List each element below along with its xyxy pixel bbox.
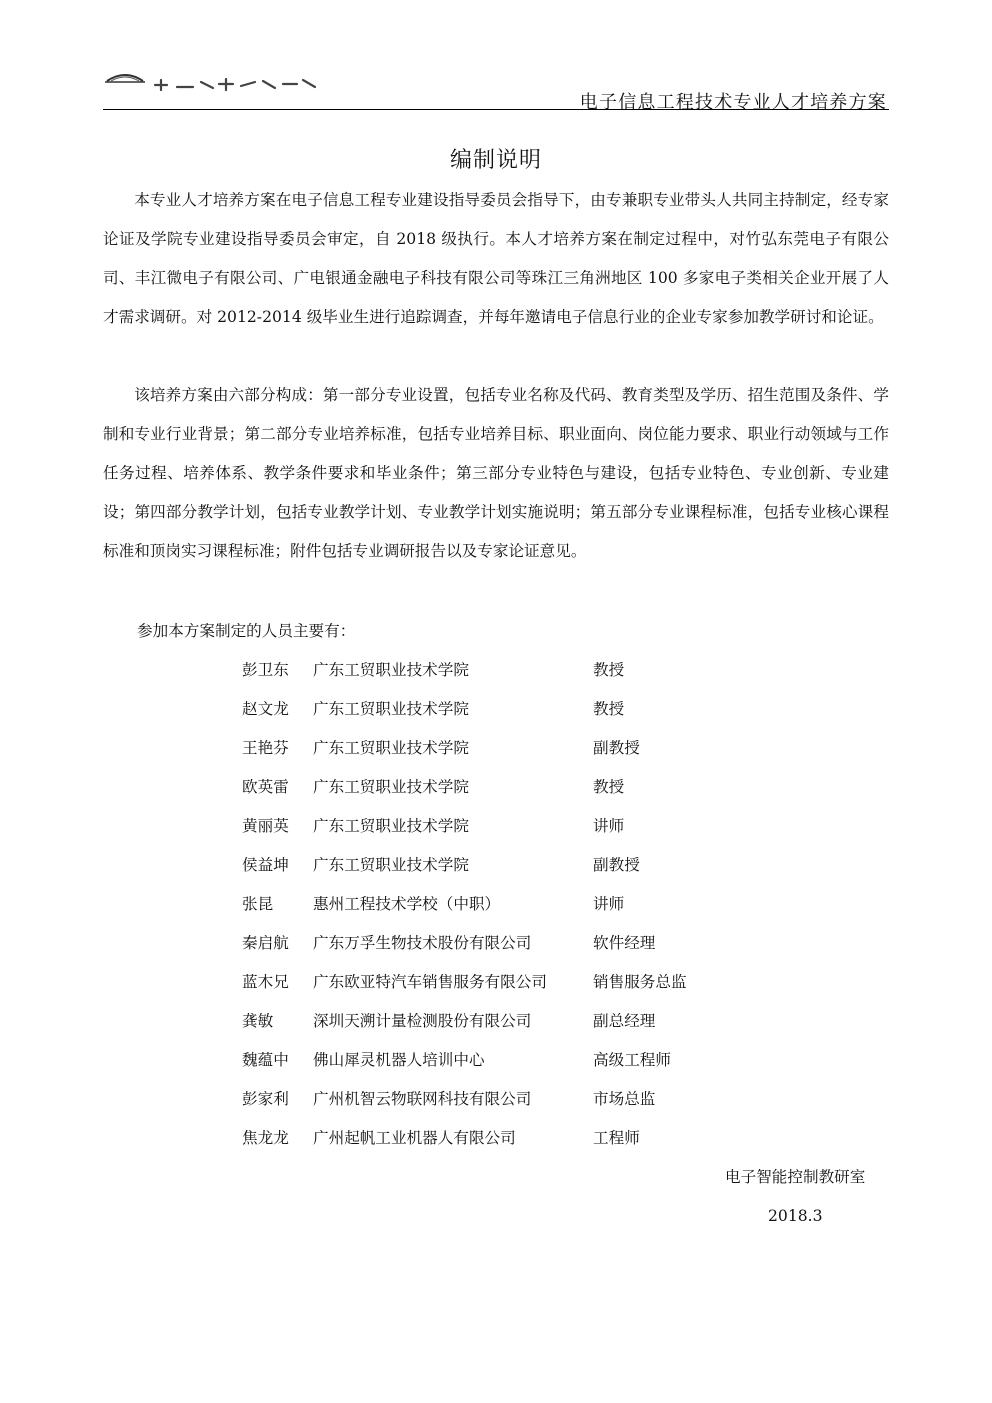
staff-title: 市场总监 [593,1090,656,1108]
staff-name: 王艳芬 [242,739,289,757]
staff-title: 讲师 [593,895,625,913]
staff-title: 高级工程师 [593,1051,671,1069]
staff-organization: 广东工贸职业技术学院 [313,778,469,796]
staff-title: 副教授 [593,739,640,757]
staff-title: 讲师 [593,817,625,835]
staff-name: 彭卫东 [242,661,289,679]
structure-paragraph: 该培养方案由六部分构成：第一部分专业设置，包括专业名称及代码、教育类型及学历、招生范围及条件、学制和专业行业背景；第二部分专业培养标准，包括专业培养目标、职业面向、岗位能力要求、职业行动领域与工作任务过程、培养体系、教学条件要求和毕业条件；第三部分专业特色与建设，包括专业特色、专业创新、专业建设；第四部分教学计划，包括专业教学计划、专业教学计划实施说明；第五部分专业课程标准，包括专业核心课程标准和顶岗实习课程标准；附件包括专业调研报告以及专家论证意见。 [103,386,889,560]
staff-title: 教授 [593,700,625,718]
staff-name: 秦启航 [242,934,289,952]
staff-organization: 广州起帆工业机器人有限公司 [313,1129,516,1147]
staff-organization: 广东工贸职业技术学院 [313,856,469,874]
staff-name: 焦龙龙 [242,1129,289,1147]
staff-name: 赵文龙 [242,700,289,718]
staff-name: 张昆 [242,895,274,913]
staff-organization: 广州机智云物联网科技有限公司 [313,1090,532,1108]
staff-organization: 惠州工程技术学校（中职） [313,895,501,913]
staff-title: 销售服务总监 [593,973,687,991]
staff-name: 黄丽英 [242,817,289,835]
staff-organization: 佛山犀灵机器人培训中心 [313,1051,485,1069]
staff-organization: 深圳天溯计量检测股份有限公司 [313,1012,532,1030]
staff-title: 副总经理 [593,1012,656,1030]
staff-title: 教授 [593,661,625,679]
staff-intro: 参加本方案制定的人员主要有： [137,622,356,640]
staff-organization: 广东工贸职业技术学院 [313,700,469,718]
staff-organization: 广东工贸职业技术学院 [313,739,469,757]
staff-organization: 广东工贸职业技术学院 [313,817,469,835]
staff-title: 教授 [593,778,625,796]
staff-title: 副教授 [593,856,640,874]
school-logo [103,68,333,98]
staff-title: 软件经理 [593,934,656,952]
staff-name: 侯益坤 [242,856,289,874]
document-header-title: 电子信息工程技术专业人才培养方案 [579,92,887,113]
staff-organization: 广东万孚生物技术股份有限公司 [313,934,532,952]
page-header [103,68,889,112]
staff-name: 蓝木兄 [242,973,289,991]
staff-name: 彭家利 [242,1090,289,1108]
header-divider [103,109,889,110]
signature-date: 2018.3 [768,1207,823,1225]
staff-name: 龚敏 [242,1012,274,1030]
staff-organization: 广东欧亚特汽车销售服务有限公司 [313,973,547,991]
signature-department: 电子智能控制教研室 [725,1168,866,1186]
section-title: 编制说明 [449,148,542,173]
staff-organization: 广东工贸职业技术学院 [313,661,469,679]
intro-paragraph: 本专业人才培养方案在电子信息工程专业建设指导委员会指导下，由专兼职专业带头人共同主持制定，经专家论证及学院专业建设指导委员会审定，自 2018 级执行。本人才培养方案在制定过程中，对竹弘东莞电子有限公司、丰江微电子有限公司、广电银通金融电子科技有限公司等珠江三角洲地区 100 多家电子类相关企业开展了人才需求调研。对 2012-2014 级毕业生进行追踪调查，并每年邀请电子信息行业的企业专家参加教学研讨和论证。 [103,191,889,326]
staff-name: 欧英雷 [242,778,289,796]
staff-title: 工程师 [593,1129,640,1147]
staff-name: 魏蕴中 [242,1051,289,1069]
